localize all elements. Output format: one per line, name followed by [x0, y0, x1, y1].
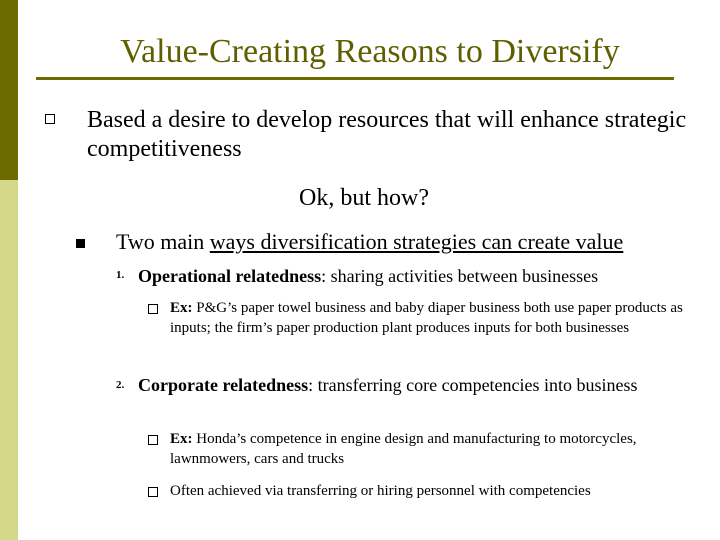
sub-point-prefix: Two main	[116, 229, 210, 254]
hollow-square-bullet-icon	[148, 435, 158, 445]
item-number: 1.	[116, 269, 125, 281]
hollow-square-bullet-icon	[148, 304, 158, 314]
slide-title: Value-Creating Reasons to Diversify	[120, 33, 620, 70]
example-text: Honda’s competence in engine design and manufacturing to motorcycles, lawnmowers, cars and trucks	[170, 431, 637, 467]
sidebar-accent-light	[0, 180, 18, 540]
example-label: Ex:	[170, 300, 193, 316]
item-description: : sharing activities between businesses	[321, 266, 599, 286]
example-item: Often achieved via transferring or hiring personnel with competencies	[170, 483, 591, 499]
list-item-operational	[138, 264, 708, 288]
sub-point-underlined: ways diversification strategies can create value	[209, 229, 624, 254]
example-text: P&G’s paper towel business and baby diaper business both use paper products as inputs; the firm’s paper production plant produces inputs for both businesses	[170, 300, 683, 336]
sidebar-accent-dark	[0, 0, 18, 180]
question-line: Ok, but how?	[299, 185, 429, 211]
example-item	[170, 429, 710, 469]
item-term: Corporate relatedness	[138, 375, 309, 395]
list-item-corporate	[138, 373, 708, 397]
item-term: Operational relatedness	[138, 266, 322, 286]
example-label: Ex:	[170, 431, 193, 447]
item-description: : transferring core competencies into business	[308, 375, 638, 395]
item-number: 2.	[116, 379, 125, 391]
main-point: Based a desire to develop resources that will enhance strategic competitiveness	[87, 107, 687, 162]
filled-square-bullet-icon	[76, 239, 85, 248]
hollow-square-bullet-icon	[148, 487, 158, 497]
sub-point	[116, 229, 716, 255]
example-item	[170, 298, 710, 338]
hollow-square-bullet-icon	[45, 114, 55, 124]
title-underline-rule	[36, 77, 674, 80]
